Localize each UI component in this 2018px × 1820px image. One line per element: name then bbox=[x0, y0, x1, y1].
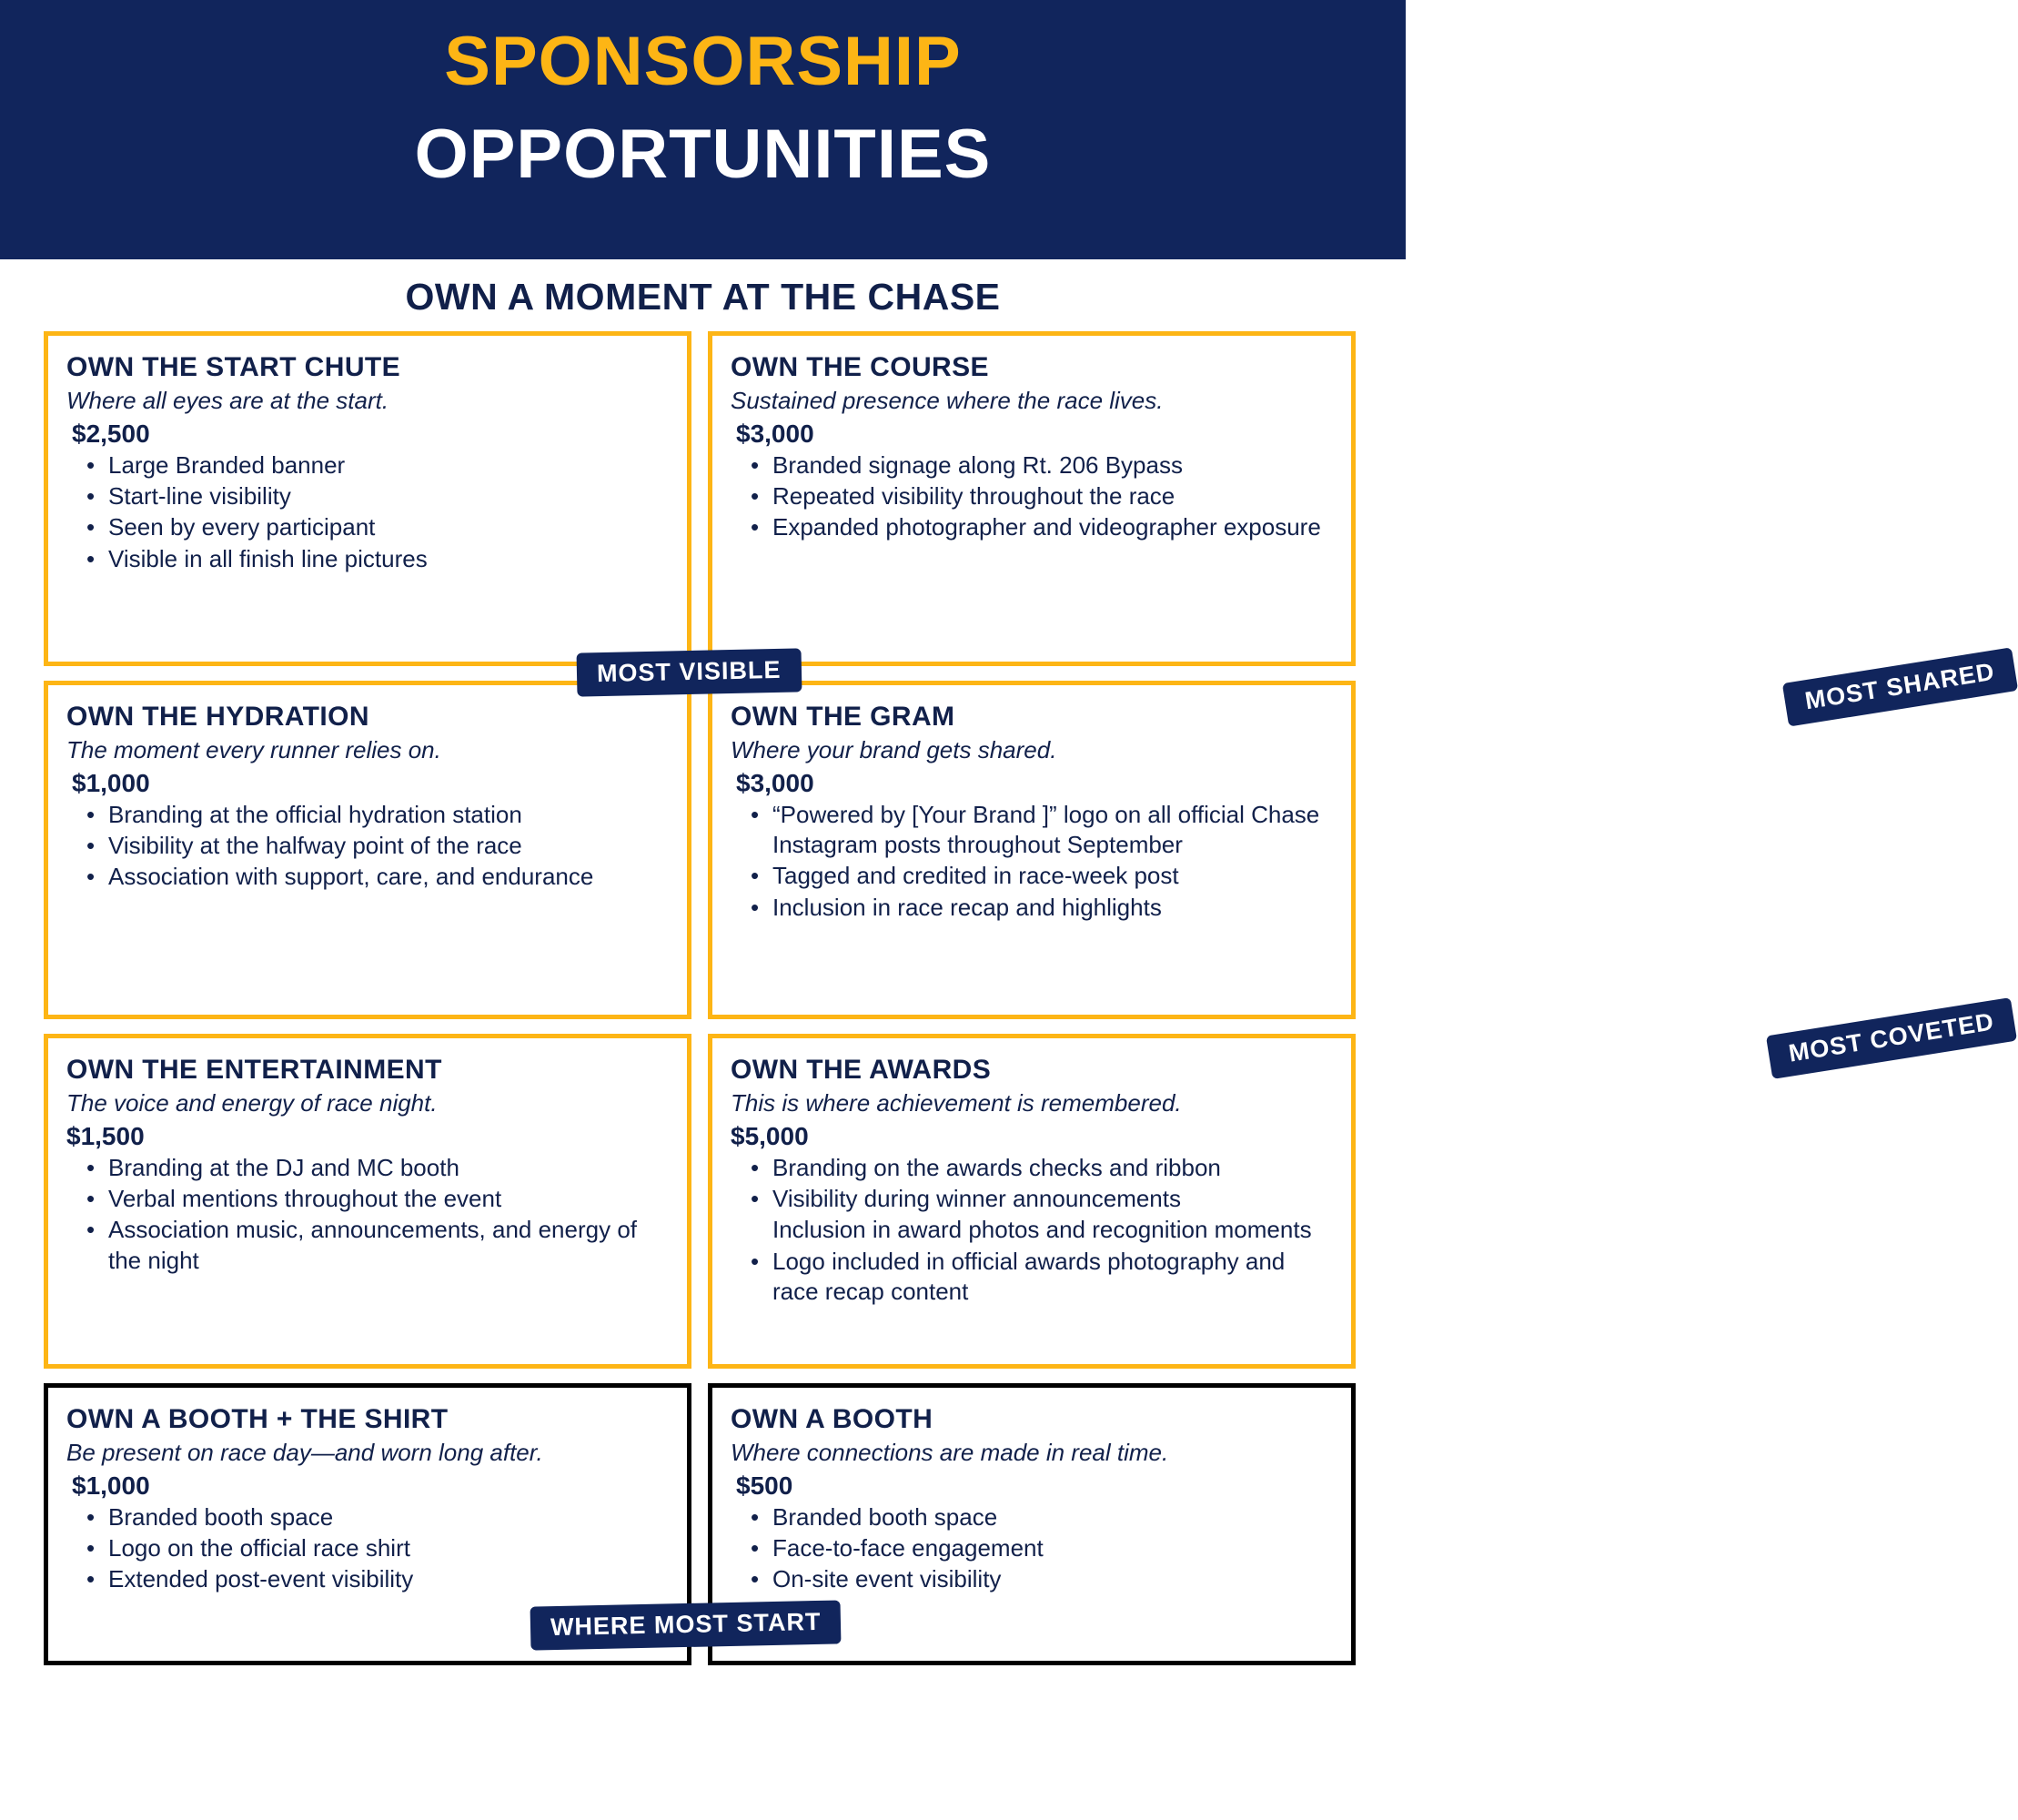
benefit-item: • Expanded photographer and videographer exposure bbox=[772, 512, 1335, 542]
package-price: $500 bbox=[736, 1471, 793, 1500]
badge-most-visible: MOST VISIBLE bbox=[577, 648, 802, 696]
package-price: $3,000 bbox=[736, 768, 814, 797]
package-tagline: This is where achievement is remembered. bbox=[731, 1089, 1182, 1117]
benefit-item: • Branded signage along Rt. 206 Bypass bbox=[772, 450, 1335, 480]
benefit-item: • Visibility during winner announcements bbox=[772, 1184, 1335, 1214]
package-card-awards[interactable] bbox=[708, 1007, 1996, 1369]
package-benefits bbox=[731, 1502, 1335, 1595]
package-title: OWN THE START CHUTE bbox=[66, 352, 401, 382]
package-card-entertainment[interactable] bbox=[44, 1034, 691, 1369]
benefit-item: • Branded booth space bbox=[108, 1502, 671, 1532]
package-benefits bbox=[731, 800, 1335, 923]
package-price: $2,500 bbox=[72, 419, 150, 448]
benefit-item: • Visible in all finish line pictures bbox=[108, 544, 671, 574]
page-subtitle: OWN A MOMENT AT THE CHASE bbox=[405, 276, 1001, 318]
package-card-hydration[interactable] bbox=[44, 681, 691, 1019]
package-title: OWN THE GRAM bbox=[731, 702, 955, 732]
package-row-3 bbox=[44, 1007, 1996, 1369]
header-banner bbox=[0, 0, 1406, 259]
package-tagline: Where all eyes are at the start. bbox=[66, 387, 389, 414]
package-card-gram[interactable] bbox=[708, 657, 1997, 1019]
benefit-item: • Logo included in official awards photography and race recap content bbox=[772, 1247, 1335, 1308]
benefit-item: • Logo on the official race shirt bbox=[108, 1533, 671, 1563]
package-title: OWN THE COURSE bbox=[731, 352, 989, 382]
package-benefits bbox=[66, 450, 671, 574]
package-tagline: Where your brand gets shared. bbox=[731, 736, 1057, 763]
package-price: $1,000 bbox=[72, 768, 150, 797]
benefit-item: • Branding at the DJ and MC booth bbox=[108, 1153, 671, 1183]
package-price: $5,000 bbox=[731, 1121, 809, 1150]
benefit-item: • On-site event visibility bbox=[772, 1564, 1335, 1594]
benefit-item: • Branding at the official hydration station bbox=[108, 800, 671, 830]
package-title: OWN THE AWARDS bbox=[731, 1055, 992, 1085]
package-title: OWN THE HYDRATION bbox=[66, 702, 369, 732]
package-tagline: The voice and energy of race night. bbox=[66, 1089, 438, 1117]
benefit-item: • Branded booth space bbox=[772, 1502, 1335, 1532]
package-benefits bbox=[66, 1502, 671, 1595]
benefit-item: • Inclusion in race recap and highlights bbox=[772, 893, 1335, 923]
sponsorship-grid bbox=[0, 331, 1997, 1665]
package-benefits bbox=[731, 1153, 1335, 1307]
package-benefits bbox=[731, 450, 1335, 543]
benefit-item: • Visibility at the halfway point of the race bbox=[108, 831, 671, 861]
badge-most-coveted: MOST COVETED bbox=[1766, 997, 2017, 1079]
package-price: $1,500 bbox=[66, 1121, 145, 1150]
benefit-item: • Association music, announcements, and energy of the night bbox=[108, 1215, 671, 1276]
package-tagline: The moment every runner relies on. bbox=[66, 736, 441, 763]
package-card-course[interactable] bbox=[708, 331, 1356, 666]
package-price: $1,000 bbox=[72, 1471, 150, 1500]
badge-most-shared: MOST SHARED bbox=[1782, 647, 2018, 726]
benefit-item: • “Powered by [Your Brand ]” logo on all official Chase Instagram posts throughout September bbox=[772, 800, 1335, 861]
package-tagline: Sustained presence where the race lives. bbox=[731, 387, 1164, 414]
package-title: OWN THE ENTERTAINMENT bbox=[66, 1055, 442, 1085]
benefit-item: • Extended post-event visibility bbox=[108, 1564, 671, 1594]
benefit-item: • Seen by every participant bbox=[108, 512, 671, 542]
benefit-item: • Tagged and credited in race-week post bbox=[772, 861, 1335, 891]
package-title: OWN A BOOTH + THE SHIRT bbox=[66, 1404, 449, 1434]
package-benefits bbox=[66, 800, 671, 893]
benefit-item: • Large Branded banner bbox=[108, 450, 671, 480]
page-title-line-1: SPONSORSHIP bbox=[444, 23, 962, 100]
benefit-item: Inclusion in award photos and recognition moments bbox=[772, 1216, 1312, 1244]
package-price: $3,000 bbox=[736, 419, 814, 448]
page-title-line-2: OPPORTUNITIES bbox=[414, 115, 992, 193]
benefit-item: • Association with support, care, and endurance bbox=[108, 862, 671, 892]
package-tagline: Where connections are made in real time. bbox=[731, 1439, 1169, 1466]
benefit-item: • Start-line visibility bbox=[108, 481, 671, 511]
benefit-item: • Branding on the awards checks and ribbon bbox=[772, 1153, 1335, 1183]
package-benefits bbox=[66, 1153, 671, 1276]
package-card-start-chute[interactable] bbox=[44, 331, 691, 666]
package-row-1 bbox=[44, 331, 1362, 688]
package-title: OWN A BOOTH bbox=[731, 1404, 933, 1434]
benefit-item: • Face-to-face engagement bbox=[772, 1533, 1335, 1563]
package-tagline: Be present on race day—and worn long after. bbox=[66, 1439, 543, 1466]
badge-where-most-start: WHERE MOST START bbox=[530, 1600, 842, 1650]
package-row-4 bbox=[44, 1383, 1362, 1665]
benefit-item: • Verbal mentions throughout the event bbox=[108, 1184, 671, 1214]
benefit-item: • Repeated visibility throughout the race bbox=[772, 481, 1335, 511]
